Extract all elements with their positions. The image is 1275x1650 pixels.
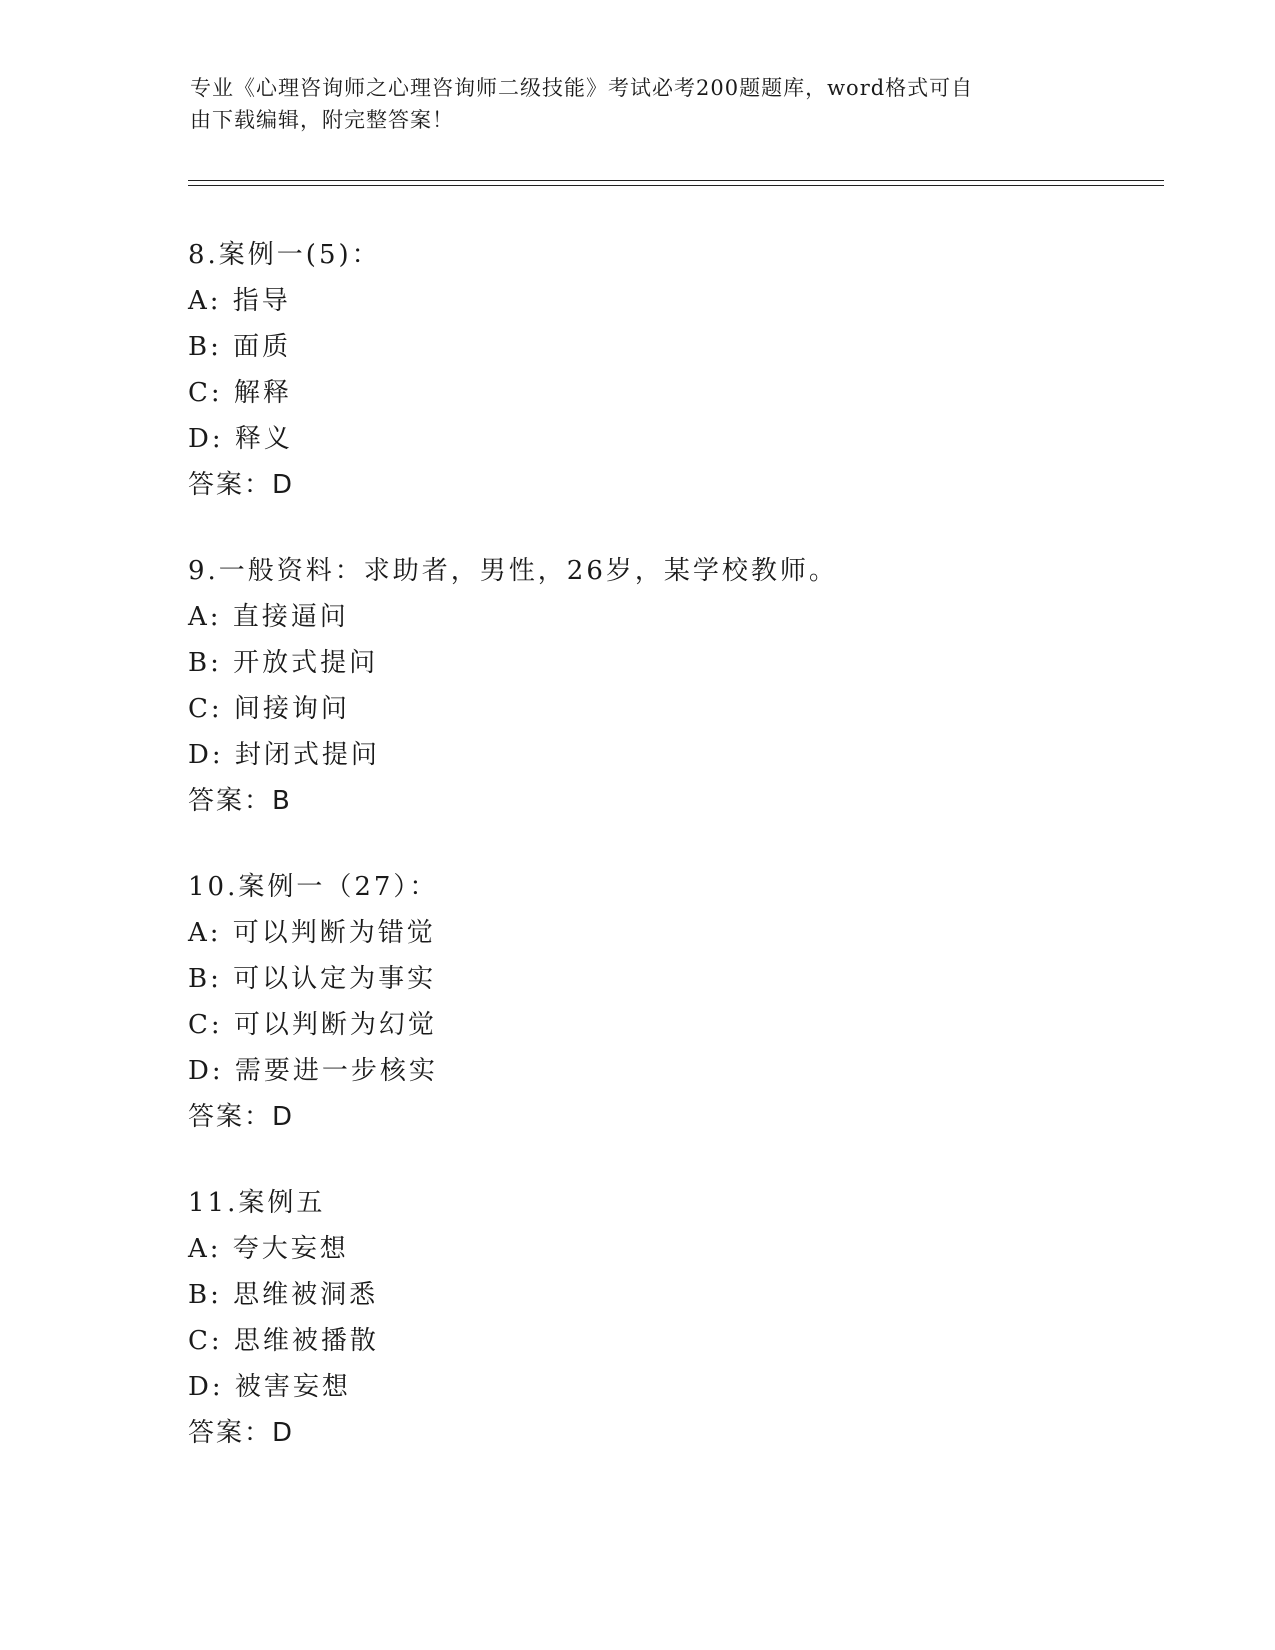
option-d: D: 封闭式提问 [188, 740, 380, 770]
option-c: C: 可以判断为幻觉 [188, 1010, 437, 1040]
option-d: D: 被害妄想 [188, 1372, 351, 1402]
answer-line: 答案：B [188, 786, 292, 816]
question-stem: 11.案例五 [188, 1188, 326, 1218]
option-a: A: 夸大妄想 [188, 1234, 349, 1264]
option-b: B: 思维被洞悉 [188, 1280, 379, 1310]
option-b: B: 面质 [188, 332, 292, 362]
header-line-1: 专业《心理咨询师之心理咨询师二级技能》考试必考200题题库，word格式可自 [190, 76, 974, 100]
option-a: A: 直接逼问 [188, 602, 349, 632]
option-c: C: 思维被播散 [188, 1326, 379, 1356]
option-d: D: 需要进一步核实 [188, 1056, 438, 1086]
option-b: B: 开放式提问 [188, 648, 379, 678]
option-c: C: 间接询问 [188, 694, 350, 724]
option-c: C: 解释 [188, 378, 292, 408]
question-block [188, 232, 1168, 508]
option-a: A: 指导 [188, 286, 291, 316]
question-stem: 8.案例一(5)： [188, 240, 381, 270]
option-a: A: 可以判断为错觉 [188, 918, 436, 948]
question-block [188, 1180, 1168, 1456]
option-d: D: 释义 [188, 424, 293, 454]
header-line-2: 由下载编辑，附完整答案！ [190, 108, 454, 132]
question-stem: 9.一般资料：求助者，男性，26岁，某学校教师。 [188, 556, 838, 586]
question-stem: 10.案例一（27）： [188, 872, 439, 902]
answer-line: 答案：D [188, 1418, 295, 1448]
answer-line: 答案：D [188, 1102, 295, 1132]
question-block [188, 864, 1168, 1140]
answer-line: 答案：D [188, 470, 295, 500]
header-divider-bottom [188, 185, 1164, 186]
option-b: B: 可以认定为事实 [188, 964, 437, 994]
document-header [190, 72, 1090, 136]
question-block [188, 548, 1168, 824]
header-divider-top [188, 180, 1164, 181]
